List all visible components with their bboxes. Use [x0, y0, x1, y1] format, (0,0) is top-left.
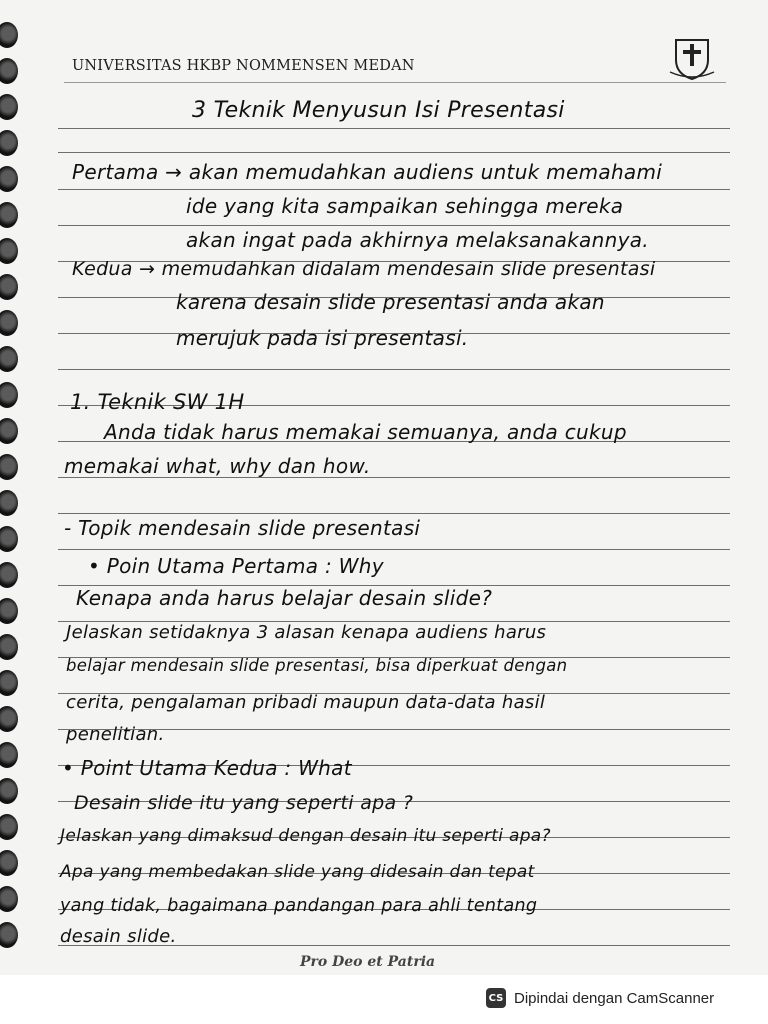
- note-line: akan ingat pada akhirnya melaksanakannya.: [186, 228, 649, 252]
- university-logo-icon: [666, 32, 718, 82]
- note-line: ide yang kita sampaikan sehingga mereka: [186, 194, 624, 218]
- note-line: karena desain slide presentasi anda akan: [176, 290, 605, 314]
- note-line: Pertama → akan memudahkan audiens untuk memahami: [72, 160, 663, 184]
- camscanner-icon: CS: [486, 988, 506, 1008]
- note-line: Anda tidak harus memakai semuanya, anda cukup: [104, 420, 627, 444]
- note-line: Jelaskan yang dimaksud dengan desain itu seperti apa?: [60, 826, 551, 846]
- note-line: penelitian.: [66, 724, 165, 745]
- note-line: desain slide.: [60, 926, 177, 947]
- note-line: Apa yang membedakan slide yang didesain dan tepat: [60, 862, 535, 882]
- camscanner-badge: [472, 982, 754, 1014]
- note-line: cerita, pengalaman pribadi maupun data-data hasil: [66, 692, 546, 713]
- note-line: Kenapa anda harus belajar desain slide?: [76, 586, 493, 610]
- note-line: Desain slide itu yang seperti apa ?: [74, 792, 414, 814]
- point-heading: • Poin Utama Pertama : Why: [88, 554, 384, 578]
- note-line: belajar mendesain slide presentasi, bisa diperkuat dengan: [66, 656, 568, 675]
- note-line: Jelaskan setidaknya 3 alasan kenapa audiens harus: [66, 622, 547, 643]
- note-line: memakai what, why dan how.: [64, 454, 371, 478]
- header-divider: [64, 82, 726, 83]
- note-line: Kedua → memudahkan didalam mendesain slide presentasi: [72, 258, 656, 280]
- point-heading: • Point Utama Kedua : What: [62, 756, 352, 780]
- note-line: yang tidak, bagaimana pandangan para ahli tentang: [60, 896, 538, 916]
- spiral-binding: [0, 0, 30, 975]
- notes-title: 3 Teknik Menyusun Isi Presentasi: [192, 98, 565, 123]
- topic-line: - Topik mendesain slide presentasi: [64, 516, 421, 540]
- footer-motto: Pro Deo et Patria: [300, 954, 436, 970]
- camscanner-label: Dipindai dengan CamScanner: [514, 989, 715, 1007]
- section-heading: 1. Teknik SW 1H: [70, 390, 245, 414]
- institution-header: UNIVERSITAS HKBP NOMMENSEN MEDAN: [72, 58, 415, 74]
- note-line: merujuk pada isi presentasi.: [176, 326, 469, 350]
